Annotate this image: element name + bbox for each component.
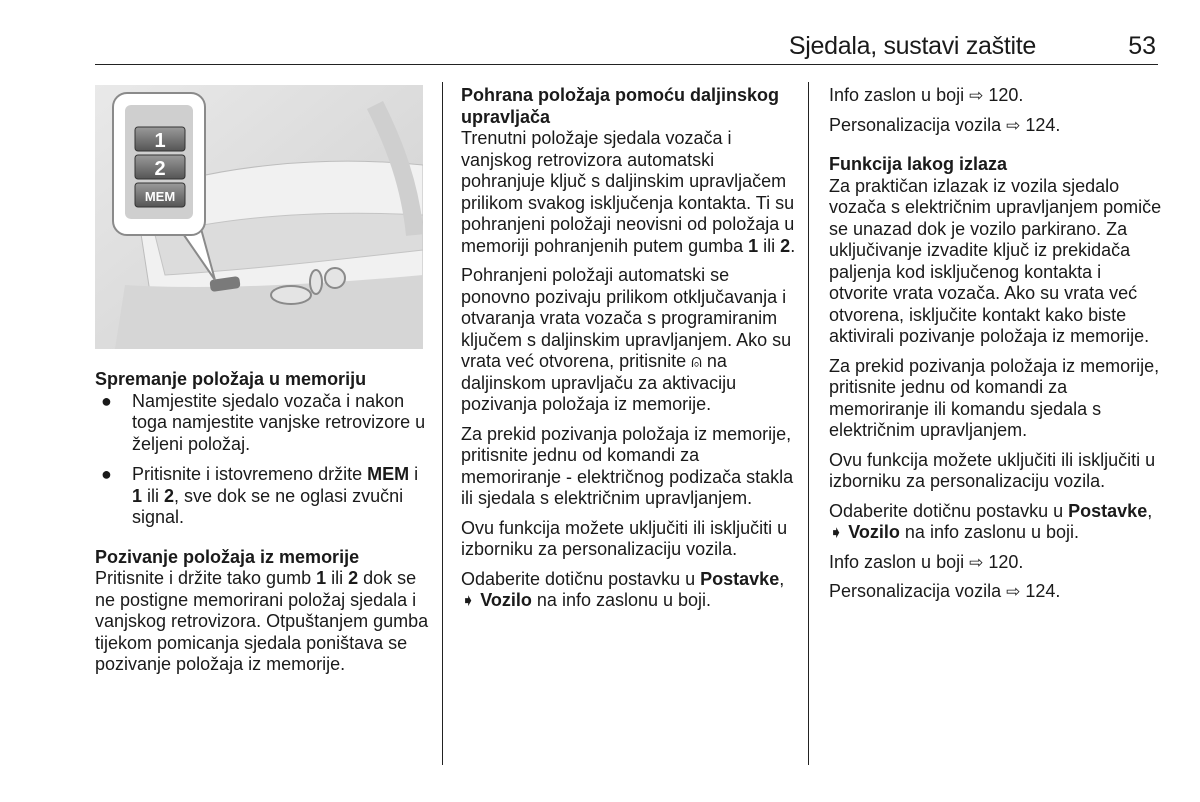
heading-recall-position: Pozivanje položaja iz memorije — [95, 546, 360, 567]
page-number: 53 — [1128, 32, 1156, 60]
paragraph: Ovu funkcija možete uključiti ili isključiti u izborniku za personalizaciju vozila. — [461, 517, 788, 559]
menu-arrow-icon: ➧ — [461, 591, 476, 610]
paragraph: Odaberite dotičnu postavku u Postavke, ➧ Vozilo na info zaslonu u boji. — [829, 500, 1153, 542]
paragraph: Za prekid pozivanja položaja iz memorije, pritisnite jednu od komandi za memoriranje - električnog podizača stakla ili sjedala s električnim upravljanjem. — [461, 423, 794, 508]
heading-remote-store: Pohrana položaja pomoću daljinskog upravljača — [461, 85, 780, 127]
page-header — [95, 28, 1158, 65]
paragraph: Za prekid pozivanja položaja iz memorije, pritisnite jednu od komandi za memoriranje ili komandu sjedala s električnim upravljanjem. — [829, 355, 1160, 440]
cross-reference: Personalizacija vozila ⇨ 124. — [829, 581, 1061, 601]
memory-button-mem-label: MEM — [144, 189, 176, 204]
paragraph: Za praktičan izlazak iz vozila sjedalo vozača s električnim upravljanjem pomiče se unazad dok je vozilo parkirano. Za uključivanje izvadite ključ iz prekidača paljenja kod isključenog kontakta i otvorite vrata vozača. Ako su vrata već otvorena, isključite kontakt kako biste aktivirali pozivanje položaja iz memorije. — [829, 175, 1162, 346]
bullet-icon: ● — [101, 390, 112, 411]
column-divider — [808, 82, 809, 765]
section-title: Sjedala, sustavi zaštite — [788, 32, 1036, 60]
store-steps-list — [95, 391, 430, 529]
list-item: ● Pritisnite i istovremeno držite MEM i 1 ili 2, sve dok se ne oglasi zvučni signal. — [101, 464, 419, 527]
cross-reference: Info zaslon u boji ⇨ 120. — [829, 85, 1024, 105]
button-1-ref: 1 — [132, 485, 143, 506]
heading-store-position: Spremanje položaja u memoriju — [95, 369, 367, 389]
remote-unlock-icon: ⍝ — [691, 351, 702, 371]
mem-button-ref: MEM — [367, 464, 410, 484]
cross-reference: Personalizacija vozila ⇨ 124. — [829, 114, 1061, 135]
page-ref-arrow-icon: ⇨ — [969, 86, 984, 105]
button-2-ref: 2 — [164, 485, 175, 506]
page-ref-arrow-icon: ⇨ — [1006, 582, 1021, 601]
paragraph: Odaberite dotičnu postavku u Postavke, ➧ Vozilo na info zaslonu u boji. — [461, 568, 785, 610]
paragraph: Trenutni položaje sjedala vozača i vanjskog retrovizora automatski pohranjuje ključ s daljinskim upravljačem prilikom svakog isključenja kontakta. Ti su pohranjeni položaji neovisni od položaja u memoriji pohranjenih putem gumba 1 ili 2. — [461, 128, 796, 256]
paragraph: Pohranjeni položaji automatski se ponovno pozivaju prilikom otključavanja i otvaranja vrata vozača s programiranim ključem s daljinskim upravljanjem. Ako su vrata već otvorena, pritisnite ⍝ na daljinskom upravljaču za aktivaciju pozivanja položaja iz memorije. — [461, 265, 792, 414]
paragraph: Ovu funkcija možete uključiti ili isključiti u izborniku za personalizaciju vozila. — [829, 449, 1156, 491]
seat-memory-illustration — [95, 85, 423, 349]
column-divider — [442, 82, 443, 765]
memory-button-2-label: 2 — [154, 158, 166, 180]
heading-easy-exit: Funkcija lakog izlaza — [829, 154, 1008, 174]
menu-arrow-icon: ➧ — [829, 523, 844, 542]
page-ref-arrow-icon: ⇨ — [1006, 115, 1021, 135]
column-2 — [461, 85, 796, 620]
recall-paragraph: Pritisnite i držite tako gumb 1 ili 2 dok se ne postigne memorirani položaj sjedala i vanjskog retrovizora. Otpuštanjem gumba tijekom pomicanja sjedala poništava se pozivanje položaja iz memorije. — [95, 568, 429, 674]
column-1 — [95, 85, 430, 684]
page-ref-arrow-icon: ⇨ — [969, 552, 984, 572]
step-text: Namjestite sjedalo vozača i nakon toga namjestite vanjske retrovizore u željeni položaj. — [132, 390, 426, 454]
memory-button-1-label: 1 — [154, 130, 166, 152]
list-item — [95, 391, 430, 456]
column-3 — [829, 85, 1164, 611]
seat-memory-buttons-image — [95, 85, 423, 349]
cross-reference: Info zaslon u boji ⇨ 120. — [829, 551, 1024, 572]
bullet-icon: ● — [101, 464, 112, 484]
